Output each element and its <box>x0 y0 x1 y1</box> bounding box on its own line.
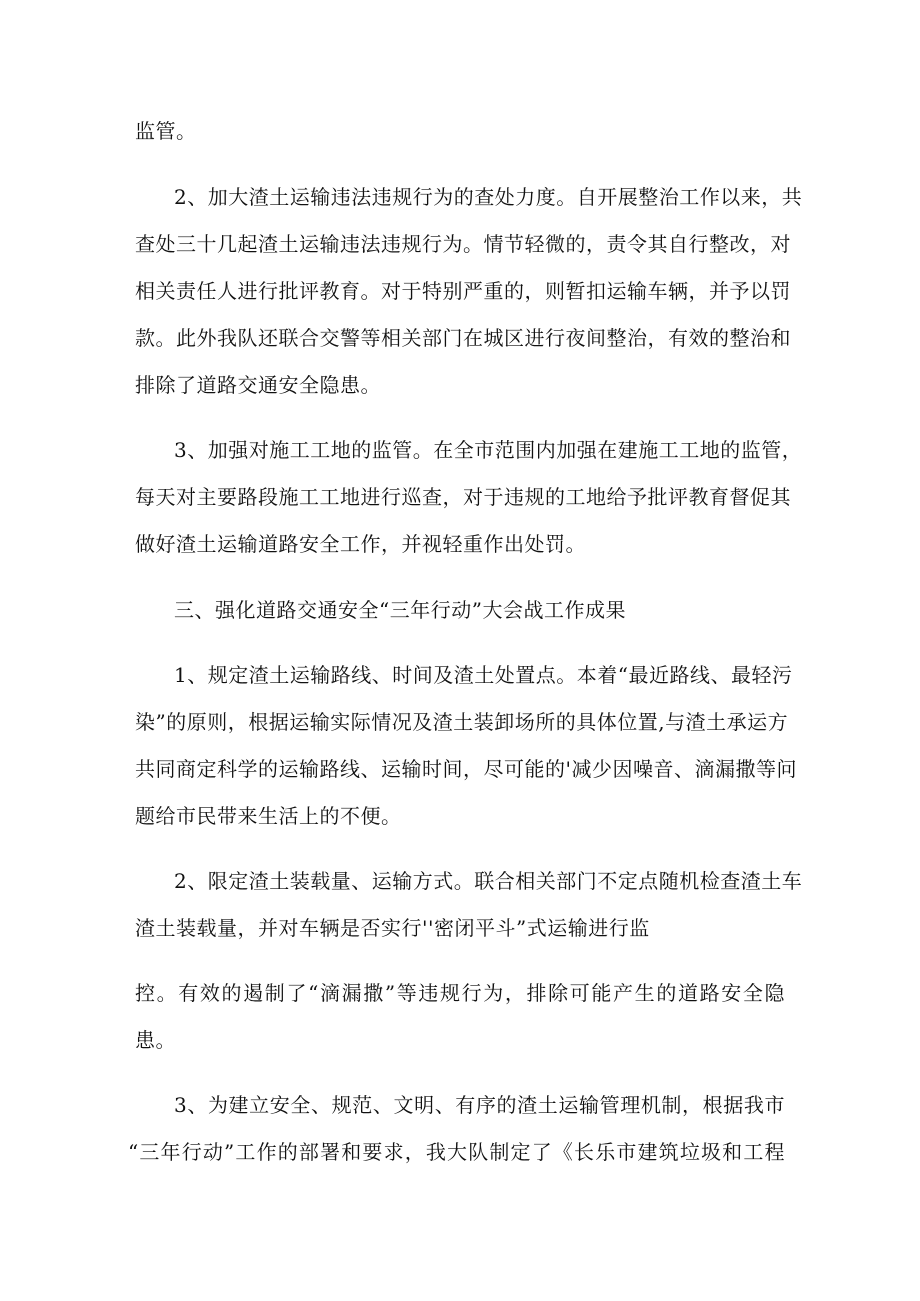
section-1-line-3: 共同商定科学的运输路线、运输时间，尽可能的'减少因噪音、滴漏撒等问 <box>135 757 797 781</box>
paragraph-2-line-1: 2、加大渣土运输违法违规行为的查处力度。自开展整治工作以来，共 <box>174 185 803 209</box>
paragraph-3-line-3: 做好渣土运输道路安全工作，并视轻重作出处罚。 <box>135 532 586 556</box>
paragraph-3-line-1: 3、加强对施工工地的监管。在全市范围内加强在建施工工地的监管， <box>174 438 803 462</box>
text-line: 监管。 <box>135 119 197 143</box>
section-1-line-2: 染”的原则，根据运输实际情况及渣土装卸场所的具体位置,与渣土承运方 <box>135 710 789 734</box>
section-heading: 三、强化道路交通安全“三年行动”大会战工作成果 <box>174 598 626 622</box>
section-3-line-2: “三年行动”工作的部署和要求，我大队制定了《长乐市建筑垃圾和工程 <box>128 1140 785 1164</box>
section-1-line-4: 题给市民带来生活上的不便。 <box>135 804 402 828</box>
section-3-line-1: 3、为建立安全、规范、文明、有序的渣土运输管理机制，根据我市 <box>174 1093 785 1117</box>
paragraph-2-line-2: 查处三十几起渣土运输违法违规行为。情节轻微的，责令其自行整改，对 <box>135 232 791 256</box>
section-2-line-2: 渣土装载量，并对车辆是否实行''密闭平斗”式运输进行监 <box>135 916 650 940</box>
section-2-line-4: 患。 <box>135 1028 176 1052</box>
paragraph-2-line-3: 相关责任人进行批评教育。对于特别严重的，则暂扣运输车辆，并予以罚 <box>135 279 791 303</box>
paragraph-2-line-5: 排除了道路交通安全隐患。 <box>135 373 381 397</box>
section-1-line-1: 1、规定渣土运输路线、时间及渣土处置点。本着“最近路线、最轻污 <box>174 663 793 687</box>
paragraph-3-line-2: 每天对主要路段施工工地进行巡查，对于违规的工地给予批评教育督促其 <box>135 485 791 509</box>
paragraph-2-line-4: 款。此外我队还联合交警等相关部门在城区进行夜间整治，有效的整治和 <box>135 326 791 350</box>
section-2-line-1: 2、限定渣土装载量、运输方式。联合相关部门不定点随机检查渣土车 <box>174 869 803 893</box>
section-2-line-3: 控。有效的遏制了“滴漏撒”等违规行为，排除可能产生的道路安全隐 <box>135 981 785 1005</box>
